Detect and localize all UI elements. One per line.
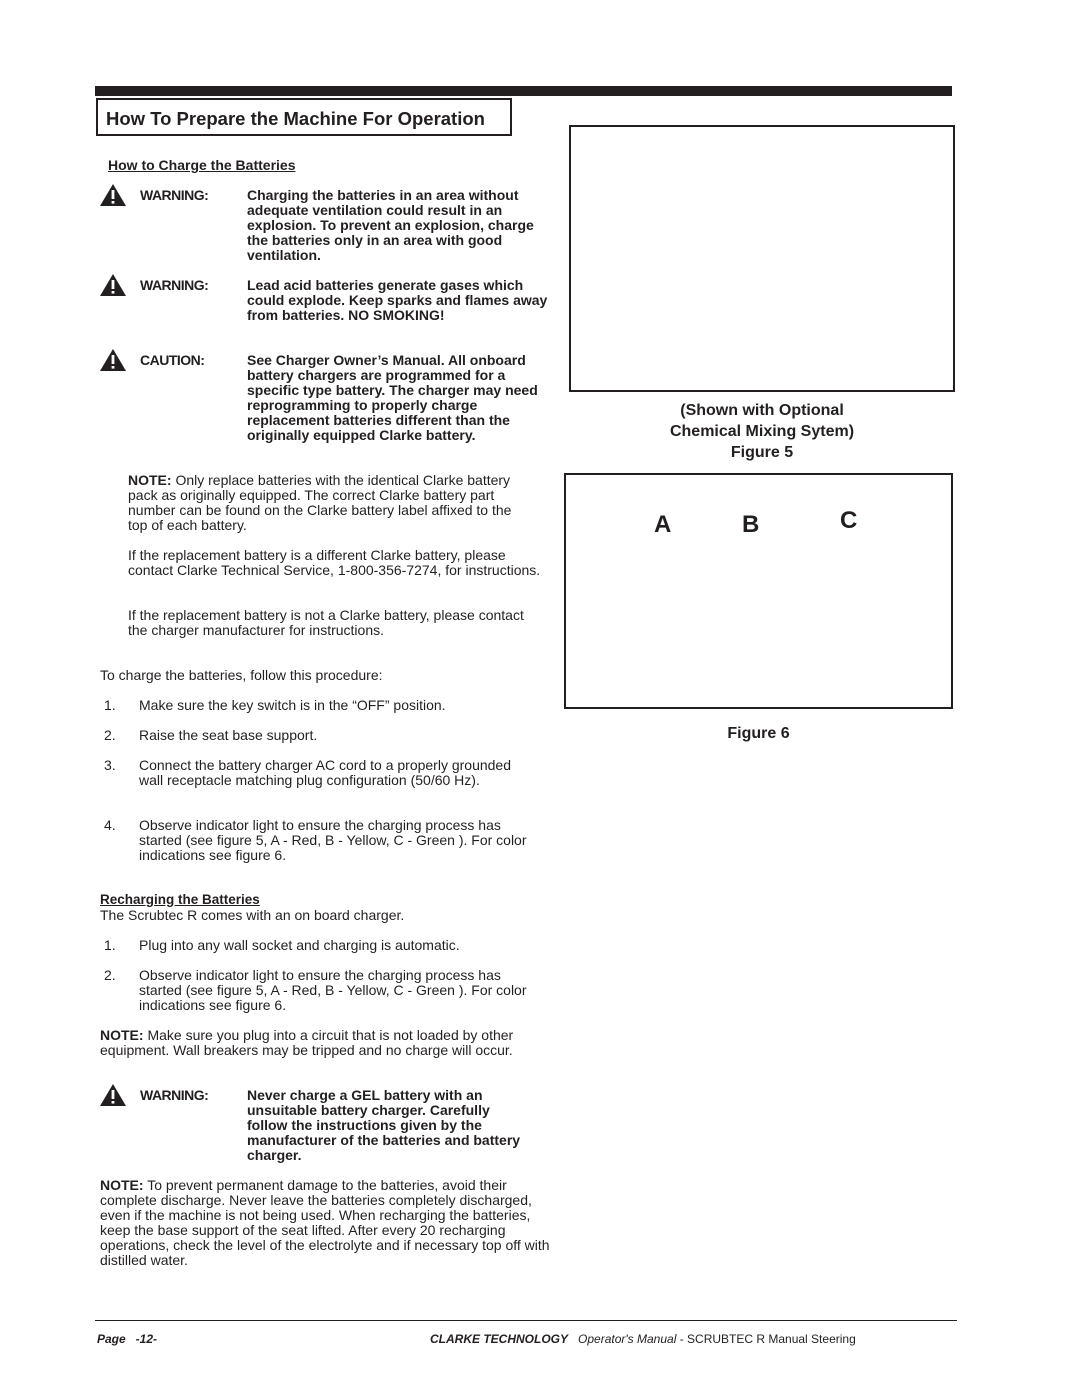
note-identical-battery xyxy=(128,473,528,533)
label-c: C xyxy=(840,507,858,534)
warning-triangle-icon xyxy=(100,184,126,206)
alert-message: Lead acid batteries generate gases which could explode. Keep sparks and flames away from batteries. NO SMOKING! xyxy=(247,277,548,323)
footer-rule xyxy=(95,1320,957,1321)
note-circuit xyxy=(100,1028,535,1058)
figure-5-image xyxy=(569,125,955,392)
note-label: NOTE: xyxy=(100,1177,144,1193)
warning-triangle-icon xyxy=(100,1084,126,1106)
charge-batteries-heading: How to Charge the Batteries xyxy=(108,157,296,173)
alert-message: Never charge a GEL battery with an unsuitable battery charger. Carefully follow the instructions given by the manufacturer of the batteries and battery charger. xyxy=(247,1087,521,1163)
para-different-battery: If the replacement battery is a different Clarke battery, please contact Clarke Technical Service, 1-800-356-7274, for instructions. xyxy=(128,547,541,578)
note-label: NOTE: xyxy=(100,1027,144,1043)
warning-triangle-icon xyxy=(100,274,126,296)
note-text: To prevent permanent damage to the batteries, avoid their complete discharge. Never leave the batteries completely discharged, even if the machine is not being used. When recharging the batteries, keep the base support of the seat lifted. After every 20 recharging operations, check the level of the electrolyte and if necessary top off with distilled water. xyxy=(100,1177,550,1268)
note-discharge xyxy=(100,1178,550,1268)
page-number: Page -12- xyxy=(97,1332,158,1346)
warning-triangle-icon xyxy=(100,349,126,371)
alert-message: Charging the batteries in an area without adequate ventilation could result in an explosion. To prevent an explosion, charge the batteries only in an area with good ventilation. xyxy=(247,187,534,263)
label-b: B xyxy=(742,511,760,538)
figure-6-caption: Figure 6 xyxy=(727,725,790,742)
recharge-intro: The Scrubtec R comes with an on board charger. xyxy=(100,907,405,923)
note-text: Make sure you plug into a circuit that is not loaded by other equipment. Wall breakers may be tripped and no charge will occur. xyxy=(100,1027,514,1058)
alert-kind: CAUTION: xyxy=(140,352,205,368)
alert-kind: WARNING: xyxy=(140,1087,209,1103)
note-text: Only replace batteries with the identical Clarke battery pack as originally equipped. The correct Clarke battery part number can be found on the Clarke battery label affixed to the top of each battery. xyxy=(128,472,512,533)
alert-kind: WARNING: xyxy=(140,277,209,293)
footer-title: CLARKE TECHNOLOGY Operator's Manual - SCRUBTEC R Manual Steering xyxy=(430,1332,856,1346)
para-not-clarke: If the replacement battery is not a Clarke battery, please contact the charger manufacturer for instructions. xyxy=(128,607,524,638)
section-title-box xyxy=(96,98,512,136)
section-title: How To Prepare the Machine For Operation xyxy=(106,108,485,129)
label-a: A xyxy=(654,511,672,538)
alert-message: See Charger Owner’s Manual. All onboard battery chargers are programmed for a specific type battery. The charger may need reprogramming to properly charge replacement batteries different than the originally equipped Clarke battery. xyxy=(247,352,538,443)
alert-kind: WARNING: xyxy=(140,187,209,203)
header-rule xyxy=(95,86,952,96)
note-label: NOTE: xyxy=(128,472,172,488)
recharging-heading: Recharging the Batteries xyxy=(100,892,260,907)
figure-6-image xyxy=(564,473,953,709)
procedure-intro: To charge the batteries, follow this procedure: xyxy=(100,667,383,683)
figure-5-caption: (Shown with Optional Chemical Mixing Sytem) Figure 5 xyxy=(669,402,855,461)
